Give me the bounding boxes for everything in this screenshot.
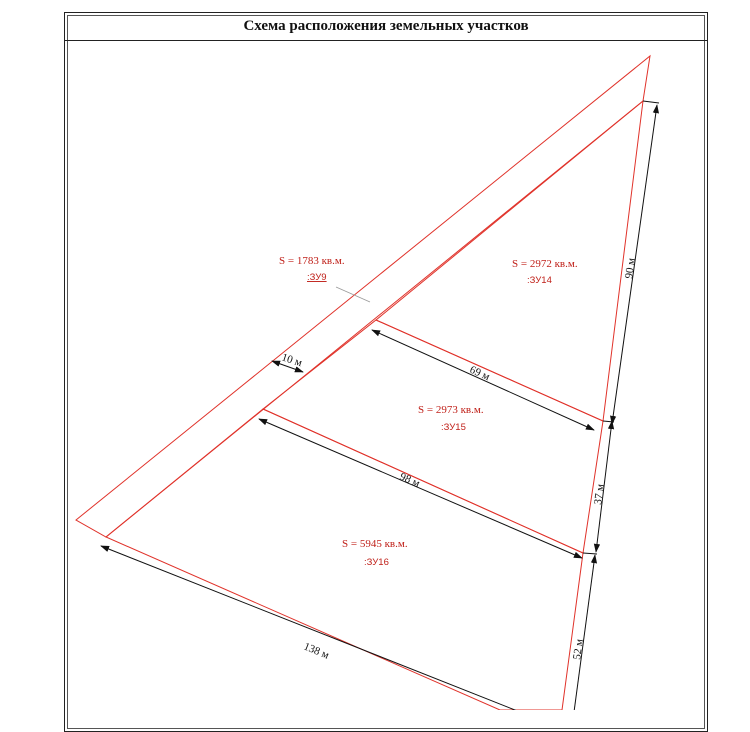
zu9-area-label: S = 1783 кв.м.: [279, 255, 345, 267]
dimension-label-90m: 90 м: [623, 257, 638, 280]
zu15-area-label: S = 2973 кв.м.: [418, 404, 484, 416]
parcel-zu9-strip: [76, 56, 650, 537]
dimension-label-10m: 10 м: [280, 351, 304, 370]
zu15-code-label: :ЗУ15: [441, 422, 466, 433]
zu16-code-label: :ЗУ16: [364, 557, 389, 568]
dimension-line-52m: [574, 555, 595, 710]
zu16-area-label: S = 5945 кв.м.: [342, 538, 408, 550]
parcel-zu15: [263, 320, 603, 553]
dimension-label-138m: 138 м: [301, 640, 331, 662]
extension-tick: [643, 101, 659, 103]
page-title: Схема расположения земельных участков: [243, 18, 529, 34]
zu14-code-label: :ЗУ14: [527, 275, 552, 286]
dimension-label-37m: 37 м: [592, 483, 607, 506]
zu14-area-label: S = 2972 кв.м.: [512, 258, 578, 270]
dimension-label-69m: 69 м: [467, 363, 492, 384]
parcel-zu14: [376, 101, 643, 421]
dimension-line-138m: [101, 546, 520, 710]
parcel-zu16: [106, 409, 583, 710]
extension-tick: [583, 553, 597, 554]
dimension-label-98m: 98 м: [397, 470, 422, 490]
dimension-line-98m: [259, 419, 582, 558]
dimension-label-52m: 52 м: [571, 638, 586, 661]
zu9-code-label: :ЗУ9: [307, 272, 327, 283]
zu9-leader-line: [336, 287, 370, 302]
